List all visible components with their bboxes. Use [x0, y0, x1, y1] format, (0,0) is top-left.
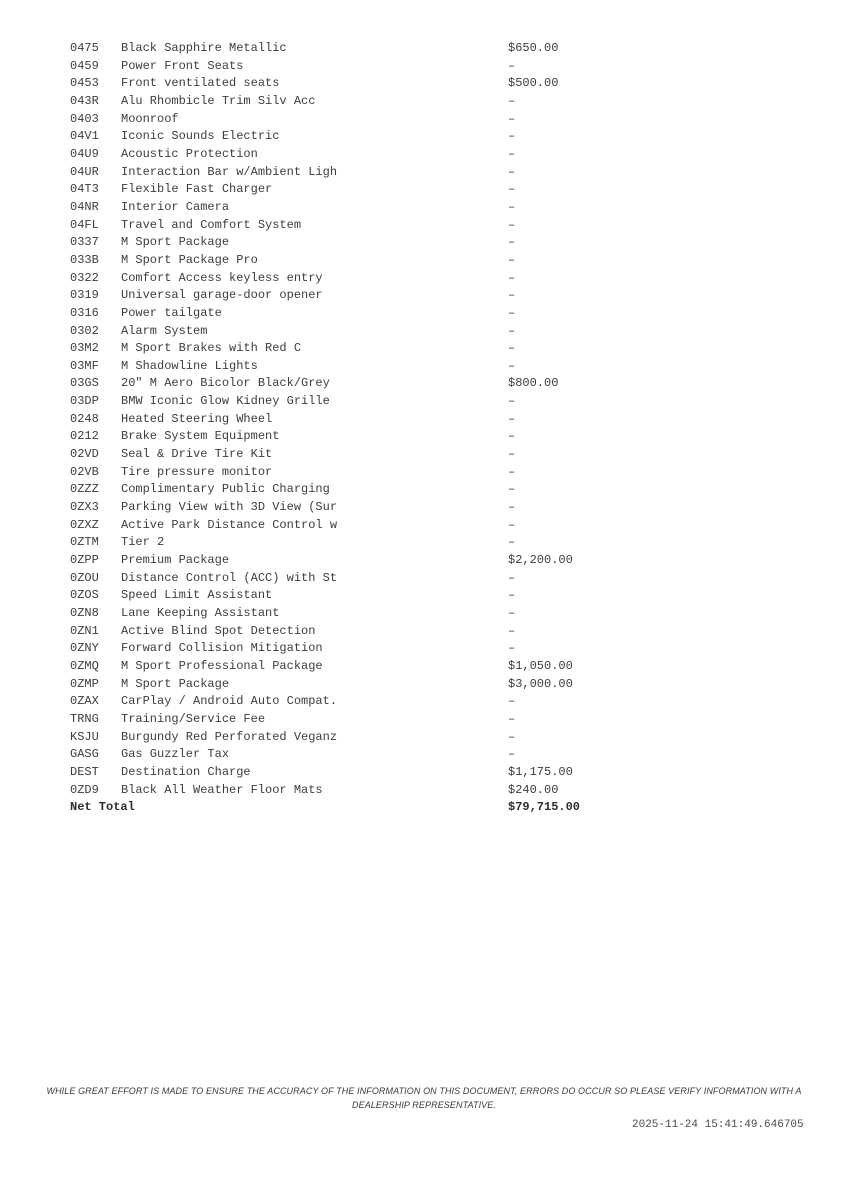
- option-description: Destination Charge: [121, 764, 251, 779]
- option-row: [70, 446, 780, 464]
- option-description: Distance Control (ACC) with St: [121, 570, 338, 585]
- option-code: KSJU: [70, 729, 99, 744]
- option-code: 03MF: [70, 358, 99, 373]
- option-code: 0ZMP: [70, 676, 99, 691]
- option-description: Complimentary Public Charging: [121, 482, 330, 497]
- option-row: [70, 181, 780, 199]
- option-row: [70, 305, 780, 323]
- option-price: –: [508, 394, 516, 409]
- option-description: Speed Limit Assistant: [121, 588, 273, 603]
- option-row: [70, 270, 780, 288]
- option-row: [70, 570, 780, 588]
- option-code: 0337: [70, 235, 99, 250]
- option-row: [70, 517, 780, 535]
- option-row: [70, 782, 780, 800]
- option-description: Alu Rhombicle Trim Silv Acc: [121, 93, 316, 108]
- option-code: 0ZZZ: [70, 482, 99, 497]
- option-row: [70, 658, 780, 676]
- option-description: 20" M Aero Bicolor Black/Grey: [121, 376, 330, 391]
- option-code: 0316: [70, 305, 99, 320]
- option-row: [70, 746, 780, 764]
- option-row: [70, 111, 780, 129]
- option-code: 0ZOU: [70, 570, 99, 585]
- option-description: Universal garage-door opener: [121, 288, 323, 303]
- option-description: Burgundy Red Perforated Veganz: [121, 729, 338, 744]
- option-row: [70, 234, 780, 252]
- option-description: Interior Camera: [121, 199, 230, 214]
- option-price: –: [508, 217, 516, 232]
- option-row: [70, 552, 780, 570]
- option-code: 03DP: [70, 394, 99, 409]
- option-row: [70, 393, 780, 411]
- option-price: –: [508, 93, 516, 108]
- option-row: [70, 323, 780, 341]
- option-row: [70, 605, 780, 623]
- option-code: 0453: [70, 76, 99, 91]
- timestamp: 2025-11-24 15:41:49.646705: [632, 1119, 804, 1131]
- option-code: 04NR: [70, 199, 99, 214]
- option-price: –: [508, 411, 516, 426]
- option-description: Black All Weather Floor Mats: [121, 782, 323, 797]
- option-price: –: [508, 288, 516, 303]
- option-description: M Sport Package: [121, 235, 230, 250]
- option-price: –: [508, 129, 516, 144]
- option-price: –: [508, 482, 516, 497]
- option-row: [70, 375, 780, 393]
- option-code: 0ZOS: [70, 588, 99, 603]
- option-price: –: [508, 235, 516, 250]
- option-row: [70, 640, 780, 658]
- option-code: TRNG: [70, 711, 99, 726]
- option-row: [70, 729, 780, 747]
- option-price: –: [508, 164, 516, 179]
- option-code: 0322: [70, 270, 99, 285]
- option-code: 0ZN1: [70, 623, 99, 638]
- option-description: Power Front Seats: [121, 58, 244, 73]
- option-code: GASG: [70, 747, 99, 762]
- option-price: –: [508, 182, 516, 197]
- option-row: [70, 693, 780, 711]
- option-description: Flexible Fast Charger: [121, 182, 273, 197]
- option-row: [70, 146, 780, 164]
- option-description: M Shadowline Lights: [121, 358, 258, 373]
- option-price: –: [508, 606, 516, 620]
- option-price: $240.00: [508, 782, 559, 797]
- option-price: –: [508, 341, 516, 356]
- option-code: 0212: [70, 429, 99, 444]
- option-row: [70, 252, 780, 270]
- option-description: Seal & Drive Tire Kit: [121, 447, 273, 462]
- option-price: –: [508, 570, 516, 585]
- option-price: $1,050.00: [508, 658, 573, 673]
- option-row: [70, 164, 780, 182]
- option-code: 0403: [70, 111, 99, 126]
- option-row: [70, 587, 780, 605]
- option-description: CarPlay / Android Auto Compat.: [121, 694, 338, 709]
- option-description: Front ventilated seats: [121, 76, 280, 91]
- option-rows: [70, 40, 780, 799]
- option-row: [70, 499, 780, 517]
- option-description: Parking View with 3D View (Sur: [121, 500, 338, 515]
- option-code: 0ZAX: [70, 694, 99, 709]
- option-code: 0ZX3: [70, 500, 99, 515]
- option-code: 0459: [70, 58, 99, 73]
- option-price: $650.00: [508, 41, 559, 55]
- option-price: –: [508, 146, 516, 161]
- option-code: 0248: [70, 411, 99, 426]
- option-price: –: [508, 447, 516, 462]
- option-code: 02VB: [70, 464, 99, 479]
- option-code: 043R: [70, 93, 99, 108]
- option-code: DEST: [70, 764, 99, 779]
- disclaimer: [0, 1084, 848, 1112]
- option-row: [70, 58, 780, 76]
- option-row: [70, 534, 780, 552]
- option-code: 04UR: [70, 164, 99, 179]
- option-description: Lane Keeping Assistant: [121, 606, 280, 620]
- option-code: 0302: [70, 323, 99, 338]
- option-code: 0475: [70, 41, 99, 55]
- option-description: Black Sapphire Metallic: [121, 41, 287, 55]
- option-description: Active Park Distance Control w: [121, 517, 338, 532]
- option-row: [70, 411, 780, 429]
- option-description: Gas Guzzler Tax: [121, 747, 230, 762]
- option-row: [70, 128, 780, 146]
- option-price: –: [508, 270, 516, 285]
- option-price: –: [508, 464, 516, 479]
- option-price: –: [508, 252, 516, 267]
- option-code: 03GS: [70, 376, 99, 391]
- option-description: Moonroof: [121, 111, 179, 126]
- option-code: 0ZXZ: [70, 517, 99, 532]
- option-row: [70, 75, 780, 93]
- disclaimer-line-1: WHILE GREAT EFFORT IS MADE TO ENSURE THE ACCURACY OF THE INFORMATION ON THIS DOCUMENT, ERRORS DO OCCUR SO PLEASE VERIFY INFORMATION WITH A: [46, 1086, 802, 1096]
- option-row: [70, 287, 780, 305]
- disclaimer-line-2: DEALERSHIP REPRESENTATIVE.: [352, 1100, 496, 1110]
- option-price: –: [508, 535, 516, 550]
- option-row: [70, 676, 780, 694]
- option-price: $500.00: [508, 76, 559, 91]
- option-price: –: [508, 517, 516, 532]
- option-code: 02VD: [70, 447, 99, 462]
- net-total-label: Net Total: [70, 800, 135, 815]
- option-code: 04FL: [70, 217, 99, 232]
- option-price: $1,175.00: [508, 764, 573, 779]
- option-price: $3,000.00: [508, 676, 573, 691]
- option-price: $800.00: [508, 376, 559, 391]
- option-description: Comfort Access keyless entry: [121, 270, 323, 285]
- option-price: –: [508, 358, 516, 373]
- option-code: 0ZD9: [70, 782, 99, 797]
- option-description: Interaction Bar w/Ambient Ligh: [121, 164, 338, 179]
- option-price: –: [508, 729, 516, 744]
- option-price: –: [508, 323, 516, 338]
- option-price: –: [508, 747, 516, 762]
- option-code: 04U9: [70, 146, 99, 161]
- option-code: 033B: [70, 252, 99, 267]
- option-description: M Sport Package: [121, 676, 230, 691]
- option-code: 0ZNY: [70, 641, 99, 656]
- option-description: Iconic Sounds Electric: [121, 129, 280, 144]
- option-row: [70, 93, 780, 111]
- option-row: [70, 464, 780, 482]
- option-code: 0ZMQ: [70, 658, 99, 673]
- option-price: –: [508, 199, 516, 214]
- option-price: –: [508, 111, 516, 126]
- net-total-amount: $79,715.00: [508, 800, 581, 815]
- net-total-row: [70, 799, 780, 817]
- option-description: Acoustic Protection: [121, 146, 258, 161]
- option-description: M Sport Professional Package: [121, 658, 323, 673]
- option-price: –: [508, 588, 516, 603]
- option-price: –: [508, 58, 516, 73]
- option-code: 0ZTM: [70, 535, 99, 550]
- option-price: –: [508, 641, 516, 656]
- option-row: [70, 340, 780, 358]
- option-description: Premium Package: [121, 553, 230, 568]
- option-code: 04V1: [70, 129, 99, 144]
- option-row: [70, 764, 780, 782]
- option-row: [70, 481, 780, 499]
- option-price: $2,200.00: [508, 553, 573, 568]
- option-price: –: [508, 305, 516, 320]
- option-row: [70, 199, 780, 217]
- option-description: Travel and Comfort System: [121, 217, 302, 232]
- option-description: Heated Steering Wheel: [121, 411, 273, 426]
- option-row: [70, 217, 780, 235]
- option-description: Brake System Equipment: [121, 429, 280, 444]
- option-description: M Sport Brakes with Red C: [121, 341, 302, 356]
- option-row: [70, 428, 780, 446]
- option-row: [70, 711, 780, 729]
- option-description: Training/Service Fee: [121, 711, 266, 726]
- option-code: 04T3: [70, 182, 99, 197]
- option-price: –: [508, 623, 516, 638]
- option-description: Tire pressure monitor: [121, 464, 273, 479]
- option-code: 03M2: [70, 341, 99, 356]
- option-description: Forward Collision Mitigation: [121, 641, 323, 656]
- option-code: 0ZPP: [70, 553, 99, 568]
- option-description: BMW Iconic Glow Kidney Grille: [121, 394, 330, 409]
- option-code: 0319: [70, 288, 99, 303]
- option-row: [70, 40, 780, 58]
- options-list: [70, 40, 780, 817]
- option-code: 0ZN8: [70, 606, 99, 620]
- option-description: M Sport Package Pro: [121, 252, 258, 267]
- option-description: Tier 2: [121, 535, 165, 550]
- option-description: Alarm System: [121, 323, 208, 338]
- option-price: –: [508, 500, 516, 515]
- option-price: –: [508, 694, 516, 709]
- option-description: Power tailgate: [121, 305, 222, 320]
- option-price: –: [508, 429, 516, 444]
- option-row: [70, 358, 780, 376]
- option-row: [70, 623, 780, 641]
- option-description: Active Blind Spot Detection: [121, 623, 316, 638]
- option-price: –: [508, 711, 516, 726]
